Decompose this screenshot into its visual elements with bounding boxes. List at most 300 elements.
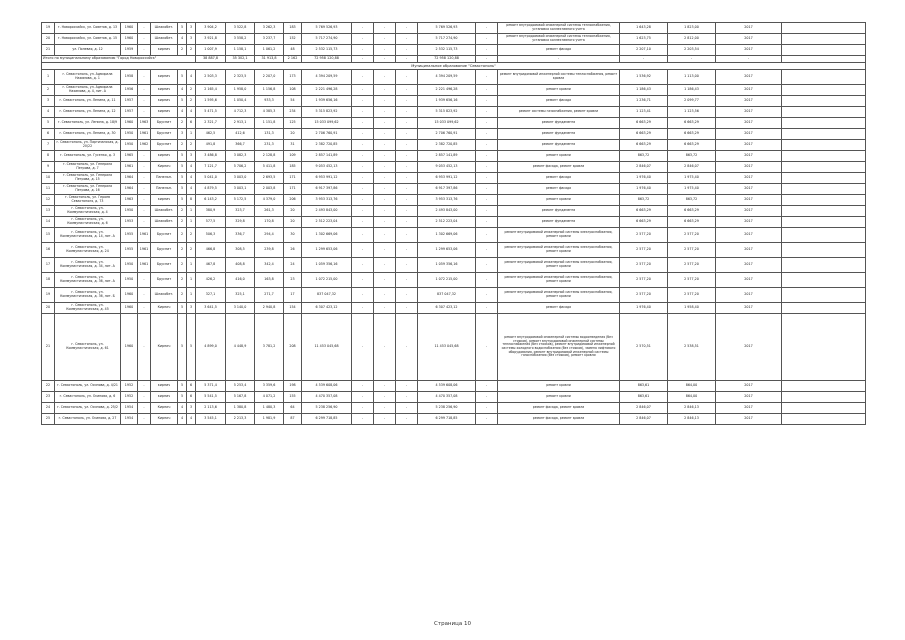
other-cost-cell: - [476,45,498,56]
local-cost-cell: - [396,184,418,195]
reconstruction-year-cell: - [138,381,151,392]
owned-area-cell: 1 480,3 [255,403,284,414]
owned-area-cell: 3 262,3 [255,23,284,34]
max-unit-cost-cell: 1 975,40 [668,184,716,195]
blank-cell [782,173,866,184]
total-cost-cell: 6 307 423,12 [302,303,352,314]
living-area-cell: 412,6 [226,129,255,140]
row-number-cell: 14 [42,217,55,228]
blank-cell [782,381,866,392]
budget-cost-cell: - [374,217,396,228]
wall-material-cell: кирпич [151,70,178,85]
row-number-cell: 19 [42,23,55,34]
wall-material-cell: Шлакобет. [151,288,178,303]
local-cost-cell: - [396,195,418,206]
residents-cell: 30 [284,228,302,243]
wall-material-cell: кирпич [151,45,178,56]
total-owners-sum: 72 958 120,88 [418,56,476,63]
owners-cost-cell: 1 299 653,06 [418,243,476,258]
total-label: Итого по муниципальному образованию "Город Новороссийск" [42,56,196,63]
commission-year-cell: 1960 [121,118,138,129]
commission-year-cell: 1954 [121,403,138,414]
owners-cost-cell: 5 315 823,92 [418,107,476,118]
fund-cost-cell: - [352,118,374,129]
plan-year-cell: 2017 [716,162,782,173]
total-cost-cell: 2 532 115,73 [302,45,352,56]
owned-area-cell: 239,8 [255,243,284,258]
entrances-cell: 4 [187,107,196,118]
residents-cell: 171 [284,184,302,195]
residents-cell: 109 [284,151,302,162]
residents-cell: 155 [284,392,302,403]
living-area-cell: 1 050,4 [226,96,255,107]
blank-cell [782,217,866,228]
other-cost-cell: - [476,107,498,118]
unit-cost-cell: 2 846,07 [620,403,668,414]
floors-cell: 5 [178,392,187,403]
work-type-cell: ремонт внутридомовой инженерной системы водоотведения (без стояков), ремонт внутридомовой инженерной системы теплоснабжения (без стояков), ремонт внутридомовой инженерной системы холодного водоснабжения (без стояков), замена лифтового оборудования, ремонт внутридомовой инженерной системы газоснабжения (без стояков), ремонт кровли [498,314,620,381]
unit-cost-cell: 1 976,40 [620,303,668,314]
floors-cell: 5 [178,195,187,206]
table-row [42,258,866,273]
row-number-cell: 20 [42,303,55,314]
owners-cost-cell: 5 238 256,90 [418,403,476,414]
fund-cost-cell: - [352,140,374,151]
blank-cell [782,129,866,140]
commission-year-cell: 1963 [121,195,138,206]
entrances-cell: 4 [187,173,196,184]
row-number-cell: 12 [42,195,55,206]
entrances-cell: 1 [187,258,196,273]
living-area-cell: 2 323,5 [226,70,255,85]
unit-cost-cell: 6 663,29 [620,129,668,140]
budget-cost-cell: - [374,140,396,151]
work-type-cell: ремонт фундамента [498,140,620,151]
fund-cost-cell: - [352,314,374,381]
plan-year-cell: 2017 [716,217,782,228]
reconstruction-year-cell: - [138,314,151,381]
other-cost-cell: - [476,288,498,303]
owners-cost-cell: 837 047,32 [418,288,476,303]
owners-cost-cell: 1 059 356,16 [418,258,476,273]
residents-cell: 26 [284,243,302,258]
local-cost-cell: - [396,403,418,414]
owned-area-cell: 2 207,0 [255,70,284,85]
table-row [42,195,866,206]
wall-material-cell: Бруснит [151,140,178,151]
blank-cell [782,23,866,34]
other-cost-cell: - [476,162,498,173]
table-row [42,173,866,184]
total-area-cell: 3 904,2 [196,23,226,34]
owners-cost-cell: 6 307 423,12 [418,303,476,314]
work-type-cell: ремонт внутридомовой инженерной системы электроснабжения, ремонт кровли [498,288,620,303]
row-number-cell: 21 [42,45,55,56]
unit-cost-cell: 863,61 [620,381,668,392]
work-type-cell: ремонт кровли [498,195,620,206]
owners-cost-cell: 9 053 452,13 [418,162,476,173]
section-header-row [42,63,866,70]
local-cost-cell: - [396,314,418,381]
unit-cost-cell: 863,72 [620,195,668,206]
unit-cost-cell: 2 846,07 [620,414,668,425]
total-area-cell: 7 121,7 [196,162,226,173]
total-cost-cell: 1 939 656,16 [302,96,352,107]
total-cost-cell: 6 917 397,86 [302,184,352,195]
unit-cost-cell: 6 663,29 [620,217,668,228]
total-cost-cell: 2 512 223,04 [302,217,352,228]
commission-year-cell: 1955 [121,243,138,258]
other-cost-cell: - [476,70,498,85]
other-cost-cell: - [476,151,498,162]
work-type-cell: ремонт фундамента [498,129,620,140]
total-cost-cell: 5 315 823,92 [302,107,352,118]
plan-year-cell: 2017 [716,70,782,85]
fund-cost-cell: - [352,217,374,228]
other-cost-cell: - [476,34,498,45]
floors-cell: 5 [178,303,187,314]
total-cost-sum: 72 958 120,88 [302,56,352,63]
address-cell: г. Севастополь, ул. Ленина, д. 18/9 [55,118,121,129]
entrances-cell: 1 [187,206,196,217]
living-area-cell: 3 003,0 [226,173,255,184]
work-type-cell: ремонт фасада [498,96,620,107]
row-number-cell: 21 [42,314,55,381]
local-cost-cell: - [396,303,418,314]
other-cost-cell: - [476,303,498,314]
blank-cell [782,56,866,63]
address-cell: г. Севастополь, ул. Генерала Петрова, д. 15 [55,173,121,184]
owners-cost-cell: 2 532 115,73 [418,45,476,56]
total-area-cell: 5 541,5 [196,392,226,403]
floors-cell: 5 [178,151,187,162]
work-type-cell: ремонт внутридомовой инженерной системы теплоснабжения, ремонт кровли [498,70,620,85]
local-cost-cell: - [396,217,418,228]
owners-cost-cell: 1 072 215,00 [418,273,476,288]
reconstruction-year-cell: - [138,206,151,217]
max-unit-cost-cell: 6 663,29 [668,129,716,140]
reconstruction-year-cell: 1961 [138,243,151,258]
commission-year-cell: 1964 [121,173,138,184]
total-cost-cell: 1 299 653,06 [302,243,352,258]
budget-cost-cell: - [374,392,396,403]
unit-cost-cell: 863,72 [620,151,668,162]
owned-area-cell: 933,3 [255,96,284,107]
blank-cell [782,206,866,217]
table-row [42,151,866,162]
owned-area-cell: 342,4 [255,258,284,273]
total-owned-area-sum: 31 913,8 [255,56,284,63]
entrances-cell: 2 [187,45,196,56]
other-cost-cell: - [476,228,498,243]
wall-material-cell: Бруснит [151,258,178,273]
max-unit-cost-cell: 2 099,77 [668,96,716,107]
floors-cell: 5 [178,184,187,195]
other-cost-cell: - [476,217,498,228]
unit-cost-cell: 2 577,20 [620,243,668,258]
total-area-cell: 6 143,2 [196,195,226,206]
plan-year-cell: 2017 [716,414,782,425]
blank-cell [782,403,866,414]
work-type-cell: ремонт внутридомовой инженерной системы теплоснабжения, установка коллективного учета [498,34,620,45]
row-number-cell: 19 [42,288,55,303]
budget-cost-cell: - [374,85,396,96]
entrances-cell: 2 [187,228,196,243]
entrances-cell: 3 [187,151,196,162]
floors-cell: 4 [178,107,187,118]
plan-year-cell: 2017 [716,228,782,243]
table-row [42,96,866,107]
plan-year-cell: 2017 [716,140,782,151]
work-type-cell: ремонт системы газоснабжения, ремонт кровли [498,107,620,118]
budget-cost-cell: - [374,107,396,118]
blank-cell [782,45,866,56]
local-cost-cell: - [396,96,418,107]
table-row [42,85,866,96]
blank-cell [782,107,866,118]
max-unit-cost-cell: 1 975,40 [668,173,716,184]
fund-cost-cell: - [352,273,374,288]
unit-cost-cell: 2 577,20 [620,258,668,273]
reconstruction-year-cell: 1961 [138,258,151,273]
living-area-cell: 323,7 [226,206,255,217]
max-unit-cost-cell: 6 663,29 [668,118,716,129]
wall-material-cell: Панельн. [151,184,178,195]
commission-year-cell: 1960 [121,303,138,314]
plan-year-cell: 2017 [716,34,782,45]
owners-cost-cell: 2 706 760,91 [418,129,476,140]
row-number-cell: 8 [42,151,55,162]
owned-area-cell: 4 379,0 [255,195,284,206]
owners-cost-cell: 5 717 274,90 [418,34,476,45]
fund-cost-cell: - [352,206,374,217]
total-cost-cell: 5 717 274,90 [302,34,352,45]
row-number-cell: 3 [42,96,55,107]
total-cost-cell: 4 539 608,06 [302,381,352,392]
reconstruction-year-cell: - [138,414,151,425]
budget-cost-cell: - [374,303,396,314]
entrances-cell: 1 [187,273,196,288]
row-number-cell: 18 [42,273,55,288]
plan-year-cell: 2017 [716,206,782,217]
wall-material-cell: кирпич [151,392,178,403]
row-number-cell: 23 [42,392,55,403]
page-footer: Страница 10 [434,621,471,627]
owned-area-cell: 131,3 [255,129,284,140]
local-cost-cell: - [396,243,418,258]
table-row [42,162,866,173]
unit-cost-cell: 1 236,71 [620,96,668,107]
total-cost-cell: 5 238 256,90 [302,403,352,414]
local-cost-cell: - [396,129,418,140]
fund-cost-cell: - [352,129,374,140]
total-row [42,56,866,63]
wall-material-cell: Бруснит [151,129,178,140]
residents-cell: 171 [284,173,302,184]
owned-area-cell: 4 071,2 [255,392,284,403]
address-cell: г. Севастополь, ул. Осипова, д. 27 [55,414,121,425]
residents-cell: 17 [284,288,302,303]
row-number-cell: 7 [42,140,55,151]
max-unit-cost-cell: 2 812,00 [668,34,716,45]
reconstruction-year-cell: 1961 [138,129,151,140]
owned-area-cell: 231,3 [255,140,284,151]
table-row [42,107,866,118]
entrances-cell: 3 [187,303,196,314]
max-unit-cost-cell: 1 186,43 [668,85,716,96]
commission-year-cell: 1952 [121,392,138,403]
total-area-cell: 4 879,5 [196,184,226,195]
commission-year-cell: 1955 [121,228,138,243]
owned-area-cell: 294,4 [255,228,284,243]
max-unit-cost-cell: 2 577,20 [668,288,716,303]
total-cost-cell: 11 453 045,68 [302,314,352,381]
local-cost-cell: - [396,206,418,217]
budget-cost-cell: - [374,314,396,381]
total-living-area-sum: 35 302,1 [226,56,255,63]
blank-cell [782,162,866,173]
owners-cost-cell: 1 302 669,06 [418,228,476,243]
unit-cost-cell: 1 536,92 [620,70,668,85]
total-area-cell: 4 899,0 [196,314,226,381]
max-unit-cost-cell: 6 663,29 [668,140,716,151]
max-unit-cost-cell: 2 846,07 [668,162,716,173]
blank-cell [782,303,866,314]
living-area-cell: 325,1 [226,288,255,303]
living-area-cell: 416,0 [226,273,255,288]
fund-cost-cell: - [352,107,374,118]
fund-cost-cell: - [352,195,374,206]
max-unit-cost-cell: 2 577,20 [668,258,716,273]
entrances-cell: 1 [187,217,196,228]
total-area-cell: 5 371,4 [196,381,226,392]
entrances-cell: 4 [187,414,196,425]
work-type-cell: ремонт фундамента [498,206,620,217]
budget-cost-cell: - [374,173,396,184]
unit-cost-cell: 1 643,28 [620,23,668,34]
total-year-cell: - [716,56,782,63]
owners-cost-cell: 6 917 397,86 [418,184,476,195]
living-area-cell: 5 167,8 [226,392,255,403]
table-row [42,243,866,258]
blank-cell [782,228,866,243]
total-area-cell: 2 165,4 [196,85,226,96]
wall-material-cell: Шлакобет. [151,23,178,34]
blank-cell [782,414,866,425]
max-unit-cost-cell: 863,72 [668,195,716,206]
entrances-cell: 4 [187,184,196,195]
owners-cost-cell: 4 394 209,59 [418,70,476,85]
budget-cost-cell: - [374,23,396,34]
local-cost-cell: - [396,392,418,403]
living-area-cell: 329,8 [226,217,255,228]
address-cell: г. Севастополь, ул. Ленина, д. 12 [55,107,121,118]
fund-cost-cell: - [352,303,374,314]
wall-material-cell: кирпич [151,195,178,206]
living-area-cell: 4 712,3 [226,107,255,118]
address-cell: г. Новороссийск, ул. Советов, д. 15 [55,34,121,45]
owned-area-cell: 2 128,8 [255,151,284,162]
wall-material-cell: Кирпич [151,403,178,414]
local-cost-cell: - [396,288,418,303]
unit-cost-cell: 1 976,40 [620,173,668,184]
fund-cost-cell: - [352,392,374,403]
wall-material-cell: Шлакобет. [151,34,178,45]
total-cost-cell: 1 072 215,00 [302,273,352,288]
owners-cost-cell: 2 857 141,89 [418,151,476,162]
reconstruction-year-cell: - [138,273,151,288]
living-area-cell: 3 140,0 [226,303,255,314]
max-unit-cost-cell: 2 577,20 [668,243,716,258]
entrances-cell: 8 [187,195,196,206]
residents-cell: 173 [284,70,302,85]
plan-year-cell: 2017 [716,151,782,162]
unit-cost-cell: 1 623,75 [620,34,668,45]
local-cost-cell: - [396,162,418,173]
fund-cost-cell: - [352,96,374,107]
floors-cell: 5 [178,162,187,173]
owners-cost-cell: 2 493 843,00 [418,206,476,217]
other-cost-cell: - [476,96,498,107]
total-work-cell: - [498,56,620,63]
plan-year-cell: 2017 [716,184,782,195]
commission-year-cell: 1961 [121,162,138,173]
table-row [42,273,866,288]
row-number-cell: 10 [42,173,55,184]
residents-cell: 48 [284,45,302,56]
plan-year-cell: 2017 [716,118,782,129]
living-area-cell: 3 522,8 [226,23,255,34]
max-unit-cost-cell: 863,72 [668,151,716,162]
floors-cell: 2 [178,258,187,273]
entrances-cell: 1 [187,288,196,303]
total-cost-cell: 2 221 496,28 [302,85,352,96]
entrances-cell: 3 [187,23,196,34]
table-row [42,129,866,140]
total-cost-cell: 2 706 760,91 [302,129,352,140]
blank-cell [782,184,866,195]
work-type-cell: ремонт внутридомовой инженерной системы электроснабжения, ремонт кровли [498,273,620,288]
blank-cell [782,118,866,129]
address-cell: г. Севастополь, ул. Коммунистическая, д. 36, лит. Б [55,288,121,303]
total-area-cell: 5 041,0 [196,173,226,184]
max-unit-cost-cell: 1 823,00 [668,23,716,34]
living-area-cell: 3 082,3 [226,151,255,162]
work-type-cell: ремонт фасада [498,173,620,184]
plan-year-cell: 2017 [716,107,782,118]
living-area-cell: 3 558,2 [226,34,255,45]
total-area-cell: 2 113,6 [196,403,226,414]
owned-area-cell: 1 151,8 [255,118,284,129]
blank-cell [782,288,866,303]
budget-cost-cell: - [374,228,396,243]
fund-cost-cell: - [352,162,374,173]
blank-cell [782,195,866,206]
max-unit-cost-cell: 2 577,20 [668,228,716,243]
total-cost-cell: 6 299 718,85 [302,414,352,425]
wall-material-cell: Бруснит [151,118,178,129]
unit-cost-cell: 6 663,29 [620,140,668,151]
work-type-cell: ремонт кровли [498,151,620,162]
local-cost-cell: - [396,151,418,162]
owned-area-cell: 3 359,6 [255,381,284,392]
other-cost-cell: - [476,258,498,273]
reconstruction-year-cell: 1963 [138,118,151,129]
wall-material-cell: Бруснит [151,273,178,288]
table-row [42,118,866,129]
address-cell: ул. Полевая, д. 12 [55,45,121,56]
work-type-cell: ремонт внутридомовой инженерной системы теплоснабжения, установка коллективного учета [498,23,620,34]
